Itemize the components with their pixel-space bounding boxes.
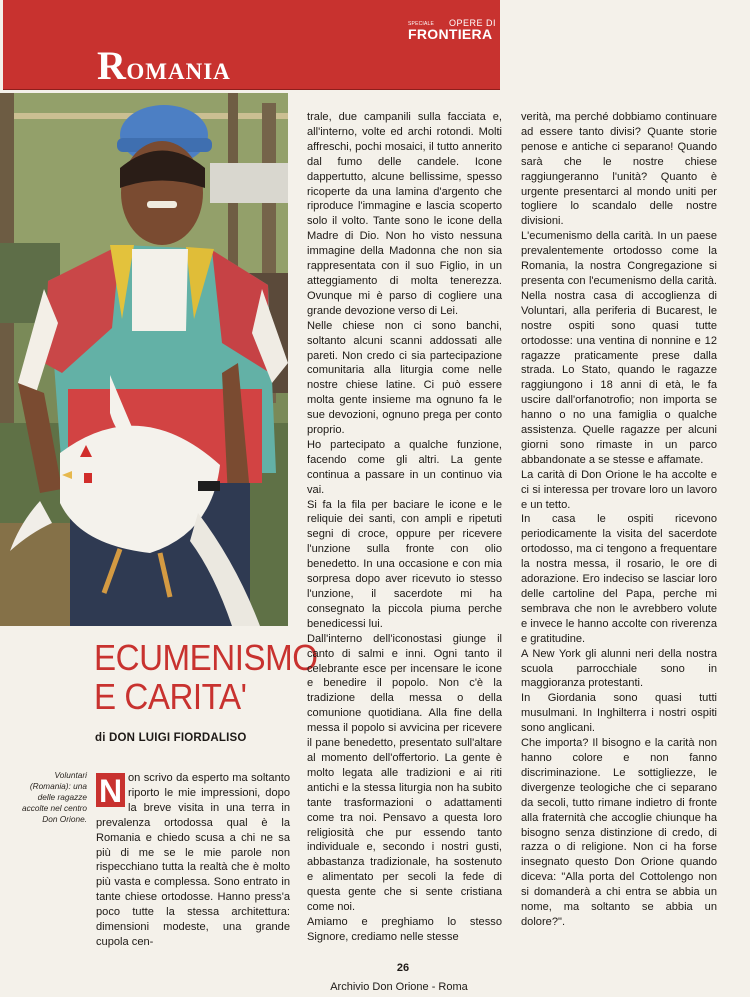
section-title: ROMANIA bbox=[97, 43, 231, 88]
logo-opere-di: OPERE DI bbox=[449, 18, 497, 28]
paragraph: N on scrivo da esperto ma soltanto riporto le mie impressioni, dopo la breve visita in una terra in prevalenza ortodossa qual è la Romania e chiedo scusa a chi ne sa più di me se le mie parole non rispecchiano tutta la realtà che è molto più vasta e complessa. Sono entrato in tante chiese ortodosse. Hanno press'a poco tutte la stessa architettura: dimensioni modeste, una grande cupola cen- bbox=[96, 772, 290, 948]
paragraph: La carità di Don Orione le ha accolte e ci si interessa per trovare loro un lavoro e un tetto. bbox=[521, 468, 717, 511]
header-band bbox=[3, 0, 500, 90]
paragraph: In casa le ospiti ricevono periodicamente la visita del sacerdote ortodosso, ma ci tengono a frequentare la nostra messa, il rosario, le ore di adorazione. Ero indeciso se lasciar loro delle cartoline del Papa, perche mi sembrava che non le avrebbero volute e invece le hanno accolte con riverenza e gratitudine. bbox=[521, 513, 717, 645]
header-rule bbox=[3, 89, 500, 90]
logo-frontiera: FRONTIERA bbox=[408, 26, 493, 42]
paragraph: A New York gli alunni neri della nostra scuola parrocchiale sono in maggioranza protestanti. bbox=[521, 647, 717, 690]
article-column-3 bbox=[521, 110, 717, 930]
paragraph: trale, due campanili sulla facciata e, all'interno, volte ed archi rotondi. Molti affreschi, pochi mosaici, il tutto annerito dal fumo delle candele. Icone dappertutto, alcune bellissime, spesso ricoperte da una lamina d'argento che riproduce l'immagine e lascia scoperto solo il volto. Tante sono le icone della Madre di Dio. Non ho visto nessuna immagine della Madonna che non sia rappresentata con il suo Figlio, in un atteggiamento di molta tenerezza. Ovunque mi è parso di cogliere una grande devozione verso di Lei. bbox=[307, 111, 502, 317]
paragraph: Amiamo e preghiamo lo stesso Signore, crediamo nelle stesse bbox=[307, 915, 502, 943]
paragraph: Che importa? Il bisogno e la carità non hanno colore e non fanno discriminazione. Le sottigliezze, le divergenze teologiche che ci separano da secoli, tutto rimane indietro di fronte alla fraternità che accoglie chiunque ha bisogno senza distinzione di credo, di razza o di religione. Non ci ha forse insegnato questo Don Orione quando diceva: "Alla porta del Cottolengo non si domanderà a chi entra se abbia un nome, ma soltanto se abbia un dolore?". bbox=[521, 737, 717, 928]
magazine-logo bbox=[408, 18, 496, 44]
logo-speciale: SPECIALE bbox=[408, 21, 435, 27]
article-headline bbox=[94, 637, 318, 717]
article-column-1 bbox=[96, 771, 290, 950]
headline-line-1: ECUMENISMO bbox=[94, 637, 318, 678]
paragraph: Dall'interno dell'iconostasi giunge il canto di salmi e inni. Ogni tanto il celebrante esce per incensare le icone e benedire il popolo. Non c'è la tradizione della messa o della comunione quotidiana. Alla fine della messa il popolo si avvicina per ricevere il pane benedetto, presentato sull'altare al momento dell'offertorio. La gente è molto legata alle tradizioni e ai riti antichi e la stessa liturgia non ha subito tante trasformazioni o adattamenti come tra noi. Pensavo a questa loro religiosità che pur essendo tanto individuale e, secondo i nostri gusti, abbastanza tradizionale, ha sostenuto e alimentato per secoli la fede di questa gente che si sente cristiana come noi. bbox=[307, 632, 502, 914]
article-column-2 bbox=[307, 110, 502, 945]
paragraph: In Giordania sono quasi tutti musulmani. In Inghilterra i nostri ospiti sono anglicani. bbox=[521, 692, 717, 735]
paragraph: Nelle chiese non ci sono banchi, soltanto alcuni scanni addossati alle pareti. Non credo ci sia partecipazione comunitaria alla liturgia come nelle nostre chiese latine. Ci può essere molta gente insieme ma ognuno fa le sue devozioni, ognuno prega per conto proprio. bbox=[307, 319, 502, 437]
paragraph: Si fa la fila per baciare le icone e le reliquie dei santi, con ampli e ripetuti segni di croce, oppure per ricevere l'unzione sulla fronte con olio benedetto. In una occasione e con mia sorpresa dopo aver ricevuto io stesso l'unzione, il sacerdote mi ha consegnato la piccola piuma perche benedicessi lui. bbox=[307, 498, 502, 630]
article-byline: di DON LUIGI FIORDALISO bbox=[95, 732, 247, 744]
boy-with-chicken-photo bbox=[0, 93, 288, 626]
paragraph: verità, ma perché dobbiamo continuare ad essere tanto divisi? Quante storie penose e antiche ci separano! Quando sarà che le nostre chiese raggiungeranno l'unità? Quanto è urgente presentarci al mondo uniti per togliere lo scandalo delle nostre divisioni. bbox=[521, 111, 717, 228]
page-number: 26 bbox=[396, 962, 410, 974]
paragraph: L'ecumenismo della carità. In un paese prevalentemente ortodosso come la Romania, la nostra Congregazione si presenta con l'ecumenismo della carità. Nella nostra casa di accoglienza di Voluntari, alla periferia di Bucarest, le nostre ospiti sono quasi tutte ortodosse: una ventina di nonnine e 12 ragazze praticamente prese dalla strada. Lo Stato, quando le ragazze raggiungono i 18 anni di età, le fa uscire dall'orfanotrofio; non importa se hanno o no una famiglia o qualche assistenza. Quelle ragazze per alcuni giorni sono rimaste in un parco abbandonate a se stesse e affamate. bbox=[521, 230, 717, 466]
paragraph: Ho partecipato a qualche funzione, facendo come gli altri. La gente continua a passare in un continuo via vai. bbox=[307, 438, 502, 496]
archive-watermark: Archivio Don Orione - Roma bbox=[330, 981, 468, 993]
headline-line-2: E CARITA' bbox=[94, 676, 247, 717]
photo-caption: Voluntari (Romania): una delle ragazze accolte nel centro Don Orione. bbox=[21, 770, 87, 824]
drop-cap: N bbox=[96, 773, 125, 807]
